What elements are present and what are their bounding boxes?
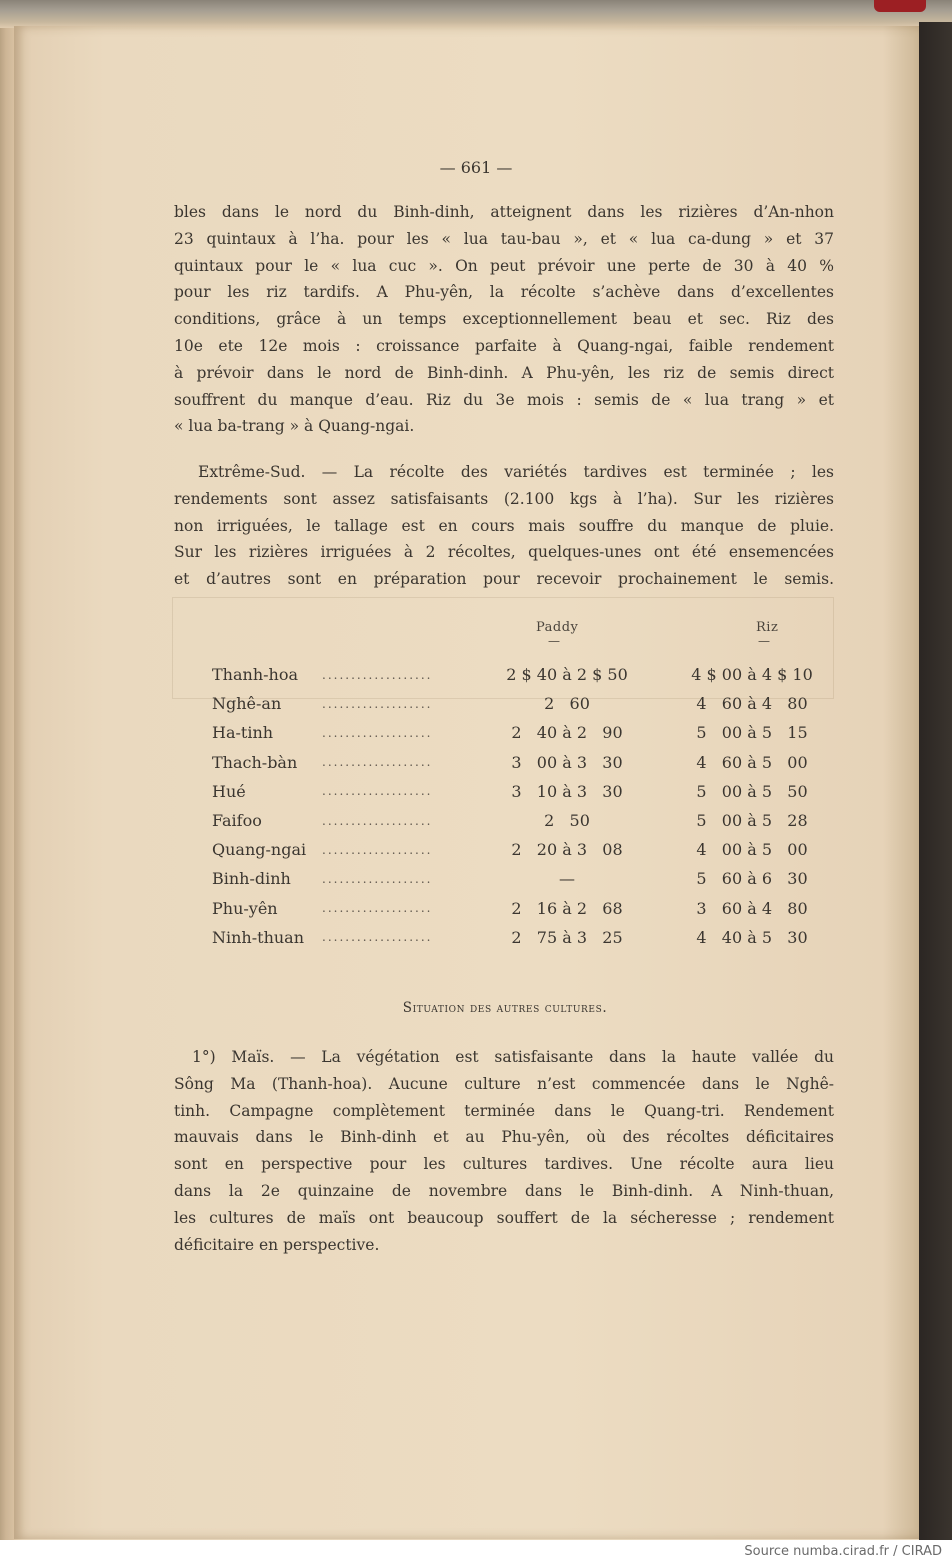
paragraph-3-line: les cultures de maïs ont beaucoup souffert de la sécheresse ; rendement xyxy=(174,1208,834,1227)
table-header-riz-rule: — xyxy=(758,634,770,648)
riz-price: 5 00 à 5 28 xyxy=(696,811,808,831)
paragraph-3-line: sont en perspective pour les cultures tardives. Une récolte aura lieu xyxy=(174,1155,834,1174)
riz-price: 4 00 à 5 00 xyxy=(696,840,808,860)
riz-price: 4 40 à 5 30 xyxy=(696,927,808,947)
paragraph-1-line: pour les riz tardifs. A Phu-yên, la récolte s’achève dans d’excellentes xyxy=(174,283,834,302)
dot-leader: ................... xyxy=(322,667,433,682)
table-row xyxy=(212,806,842,835)
table-header-paddy: Paddy xyxy=(536,620,579,635)
place-name: Ninh-thuan xyxy=(212,927,305,947)
paragraph-2 xyxy=(174,459,834,593)
section-heading: Situation des autres cultures. xyxy=(402,1000,608,1016)
table-header-riz: Riz xyxy=(756,620,779,635)
dot-leader: ................... xyxy=(322,930,433,945)
paragraph-2-line: rendements sont assez satisfaisants (2.100 kgs à l’ha). Sur les rizières xyxy=(174,489,834,508)
page-shadow-right xyxy=(919,22,952,1542)
bookmark-ribbon xyxy=(874,0,926,12)
table-row xyxy=(212,894,842,923)
paragraph-1-line: 10e ete 12e mois : croissance parfaite à Quang-ngai, faible rendement xyxy=(174,336,834,355)
riz-price: 5 00 à 5 15 xyxy=(696,723,808,743)
dot-leader: ................... xyxy=(322,755,433,770)
place-name: Thanh-hoa xyxy=(212,665,299,685)
paragraph-2-line: Sur les rizières irriguées à 2 récoltes, quelques-unes ont été ensemencées xyxy=(174,543,834,562)
paddy-price: 2 40 à 2 90 xyxy=(511,723,623,743)
riz-price: 5 60 à 6 30 xyxy=(696,869,808,889)
paragraph-1-line: conditions, grâce à un temps exceptionnellement beau et sec. Riz des xyxy=(174,310,834,329)
paragraph-2-line: Extrême-Sud. — La récolte des variétés tardives est terminée ; les xyxy=(198,463,834,481)
paragraph-3-line: 1°) Maïs. — La végétation est satisfaisante dans la haute vallée du xyxy=(192,1048,834,1066)
paragraph-2-line: non irriguées, le tallage est en cours mais souffre du manque de pluie. xyxy=(174,516,834,535)
paddy-price: — xyxy=(559,869,575,889)
dot-leader: ................... xyxy=(322,725,433,740)
source-caption: Source numba.cirad.fr / CIRAD xyxy=(744,1544,942,1559)
paragraph-3-line: déficitaire en perspective. xyxy=(174,1235,380,1254)
table-row xyxy=(212,660,842,689)
place-name: Hué xyxy=(212,781,246,801)
place-name: Binh-dinh xyxy=(212,869,291,889)
paragraph-1-line: bles dans le nord du Binh-dinh, atteignent dans les rizières d’An-nhon xyxy=(174,203,834,221)
paragraph-3-line: mauvais dans le Binh-dinh et au Phu-yên, où des récoltes déficitaires xyxy=(174,1128,834,1147)
paragraph-3-line: Sông Ma (Thanh-hoa). Aucune culture n’est commencée dans le Nghê- xyxy=(174,1074,834,1093)
paddy-price: 2 20 à 3 08 xyxy=(511,840,623,860)
paragraph-3-line: dans la 2e quinzaine de novembre dans le Binh-dinh. A Ninh-thuan, xyxy=(174,1181,834,1200)
paddy-price: 3 10 à 3 30 xyxy=(511,781,623,801)
riz-price: 3 60 à 4 80 xyxy=(696,898,808,918)
paragraph-1-line: à prévoir dans le nord de Binh-dinh. A Phu-yên, les riz de semis direct xyxy=(174,363,834,382)
paragraph-1-line: quintaux pour le « lua cuc ». On peut prévoir une perte de 30 à 40 % xyxy=(174,256,834,275)
table-row xyxy=(212,689,842,718)
page-number: — 661 — xyxy=(439,158,513,177)
riz-price: 5 00 à 5 50 xyxy=(696,781,808,801)
paragraph-1-line: souffrent du manque d’eau. Riz du 3e mois : semis de « lua trang » et xyxy=(174,390,834,409)
table-row xyxy=(212,718,842,747)
paragraph-1-line: « lua ba-trang » à Quang-ngai. xyxy=(174,417,415,436)
place-name: Phu-yên xyxy=(212,898,278,918)
paragraph-1 xyxy=(174,199,834,440)
price-table-body xyxy=(212,660,842,952)
price-table xyxy=(212,660,842,952)
place-name: Thach-bàn xyxy=(212,752,298,772)
table-row xyxy=(212,748,842,777)
dot-leader: ................... xyxy=(322,813,433,828)
paddy-price: 2 $ 40 à 2 $ 50 xyxy=(506,665,628,685)
paddy-price: 3 00 à 3 30 xyxy=(511,752,623,772)
paragraph-3-line: tinh. Campagne complètement terminée dans le Quang-tri. Rendement xyxy=(174,1101,834,1120)
paddy-price: 2 60 xyxy=(544,694,590,714)
dot-leader: ................... xyxy=(322,842,433,857)
table-row xyxy=(212,923,842,952)
riz-price: 4 60 à 4 80 xyxy=(696,694,808,714)
table-header-paddy-rule: — xyxy=(548,634,560,648)
place-name: Quang-ngai xyxy=(212,840,307,860)
paragraph-2-line: et d’autres sont en préparation pour recevoir prochainement le semis. xyxy=(174,570,834,589)
dot-leader: ................... xyxy=(322,696,433,711)
paragraph-3 xyxy=(174,1044,834,1258)
paragraph-1-line: 23 quintaux à l’ha. pour les « lua tau-bau », et « lua ca-dung » et 37 xyxy=(174,229,834,248)
dot-leader: ................... xyxy=(322,901,433,916)
table-row xyxy=(212,777,842,806)
place-name: Faifoo xyxy=(212,811,262,831)
place-name: Nghê-an xyxy=(212,694,282,714)
dot-leader: ................... xyxy=(322,784,433,799)
place-name: Ha-tinh xyxy=(212,723,274,743)
dot-leader: ................... xyxy=(322,871,433,886)
paddy-price: 2 16 à 2 68 xyxy=(511,898,623,918)
table-row xyxy=(212,864,842,893)
paddy-price: 2 50 xyxy=(544,811,590,831)
table-row xyxy=(212,835,842,864)
book-top-edge xyxy=(0,0,952,28)
riz-price: 4 60 à 5 00 xyxy=(696,752,808,772)
paddy-price: 2 75 à 3 25 xyxy=(511,927,623,947)
riz-price: 4 $ 00 à 4 $ 10 xyxy=(691,665,813,685)
